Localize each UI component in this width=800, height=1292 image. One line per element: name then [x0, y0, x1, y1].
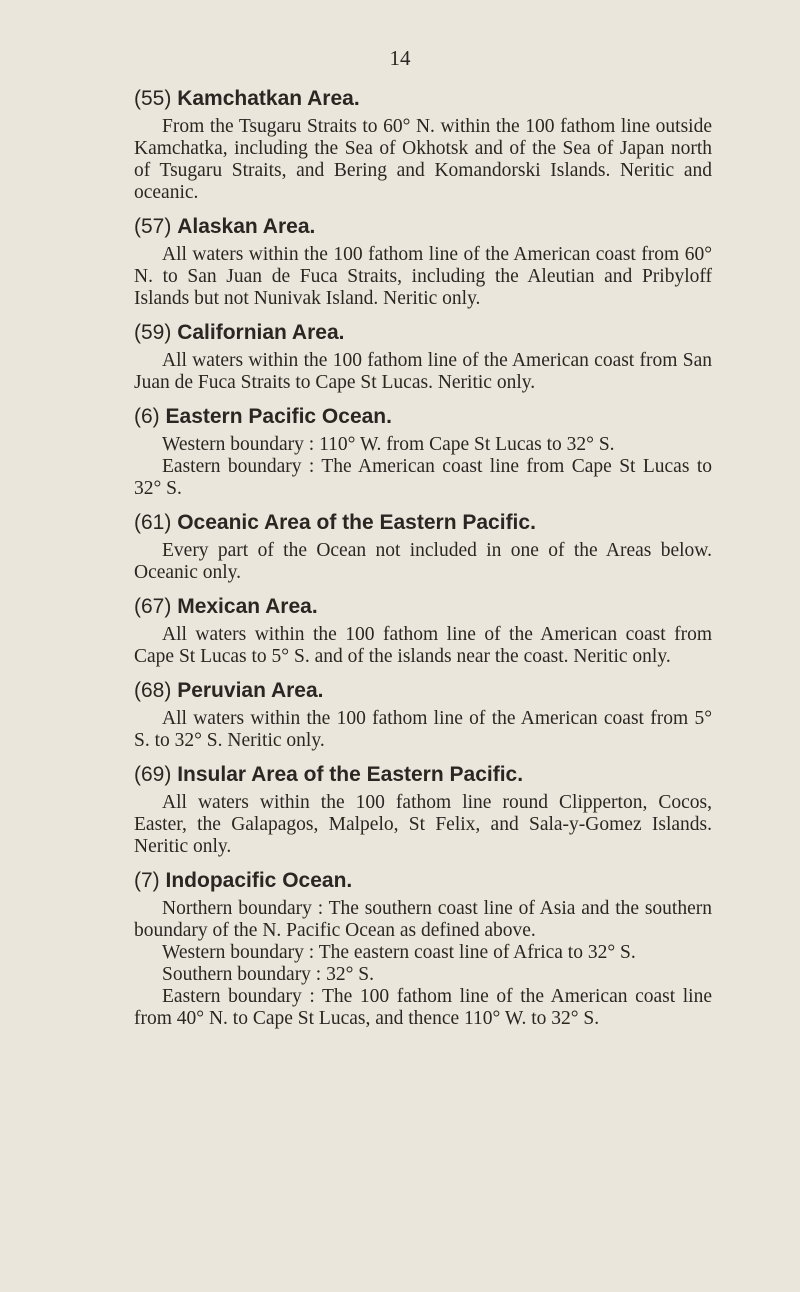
section-title: Alaskan Area. [177, 215, 316, 238]
section-title: Kamchatkan Area. [177, 87, 360, 110]
section-paragraph: Every part of the Ocean not included in one of the Areas below. Oceanic only. [134, 540, 712, 583]
section-number: (68) [134, 679, 172, 702]
section [134, 212, 712, 310]
section-paragraph: Northern boundary : The southern coast line of Asia and the southern boundary of the N. Pacific Ocean as defined above. [134, 898, 712, 941]
section-heading [134, 318, 712, 348]
section-number: (57) [134, 215, 172, 238]
section [134, 676, 712, 752]
section-paragraph: All waters within the 100 fathom line round Clipperton, Cocos, Easter, the Galapagos, Malpelo, St Felix, and Sala-y-Gomez Islands. Neritic only. [134, 792, 712, 857]
section-paragraph: Western boundary : The eastern coast line of Africa to 32° S. [162, 942, 636, 963]
section-paragraph: Southern boundary : 32° S. [162, 964, 374, 985]
section [134, 760, 712, 858]
page-number: 14 [389, 46, 411, 70]
section-number: (55) [134, 87, 172, 110]
section [134, 592, 712, 668]
section [134, 318, 712, 394]
section-heading [134, 402, 712, 432]
section-title: Californian Area. [177, 321, 345, 344]
section-title: Eastern Pacific Ocean. [165, 405, 392, 428]
section-number: (61) [134, 511, 172, 534]
section-heading [134, 212, 712, 242]
section [134, 84, 712, 204]
section-paragraph: All waters within the 100 fathom line of the American coast from Cape St Lucas to 5° S. and of the islands near the coast. Neritic only. [134, 624, 712, 667]
page-body [134, 84, 712, 1038]
section-number: (69) [134, 763, 172, 786]
section-title: Indopacific Ocean. [165, 869, 353, 892]
section-paragraph: All waters within the 100 fathom line of the American coast from San Juan de Fuca Straits to Cape St Lucas. Neritic only. [134, 350, 712, 393]
section-heading [134, 84, 712, 114]
section [134, 866, 712, 1030]
section-number: (59) [134, 321, 172, 344]
section-heading [134, 508, 712, 538]
section-paragraph: All waters within the 100 fathom line of the American coast from 60° N. to San Juan de Fuca Straits, including the Aleutian and Pribyloff Islands but not Nunivak Island. Neritic only. [134, 244, 712, 309]
section-paragraph: Eastern boundary : The American coast line from Cape St Lucas to 32° S. [134, 456, 712, 499]
section-paragraph: Eastern boundary : The 100 fathom line of the American coast line from 40° N. to Cape St Lucas, and thence 110° W. to 32° S. [134, 986, 712, 1029]
section-title: Peruvian Area. [177, 679, 324, 702]
section-title: Mexican Area. [177, 595, 318, 618]
section-paragraph: All waters within the 100 fathom line of the American coast from 5° S. to 32° S. Neritic only. [134, 708, 712, 751]
section-paragraph: From the Tsugaru Straits to 60° N. within the 100 fathom line outside Kamchatka, including the Sea of Okhotsk and of the Sea of Japan north of Tsugaru Straits, and Bering and Komandorski Islands. Neritic and oceanic. [134, 116, 712, 203]
section-paragraph: Western boundary : 110° W. from Cape St Lucas to 32° S. [162, 434, 615, 455]
section-number: (67) [134, 595, 172, 618]
section-number: (7) [134, 869, 160, 892]
section-heading [134, 676, 712, 706]
section-heading [134, 592, 712, 622]
section-number: (6) [134, 405, 160, 428]
section [134, 508, 712, 584]
section-heading [134, 760, 712, 790]
section-heading [134, 866, 712, 896]
section-title: Insular Area of the Eastern Pacific. [177, 763, 524, 786]
section-title: Oceanic Area of the Eastern Pacific. [177, 511, 536, 534]
section [134, 402, 712, 500]
